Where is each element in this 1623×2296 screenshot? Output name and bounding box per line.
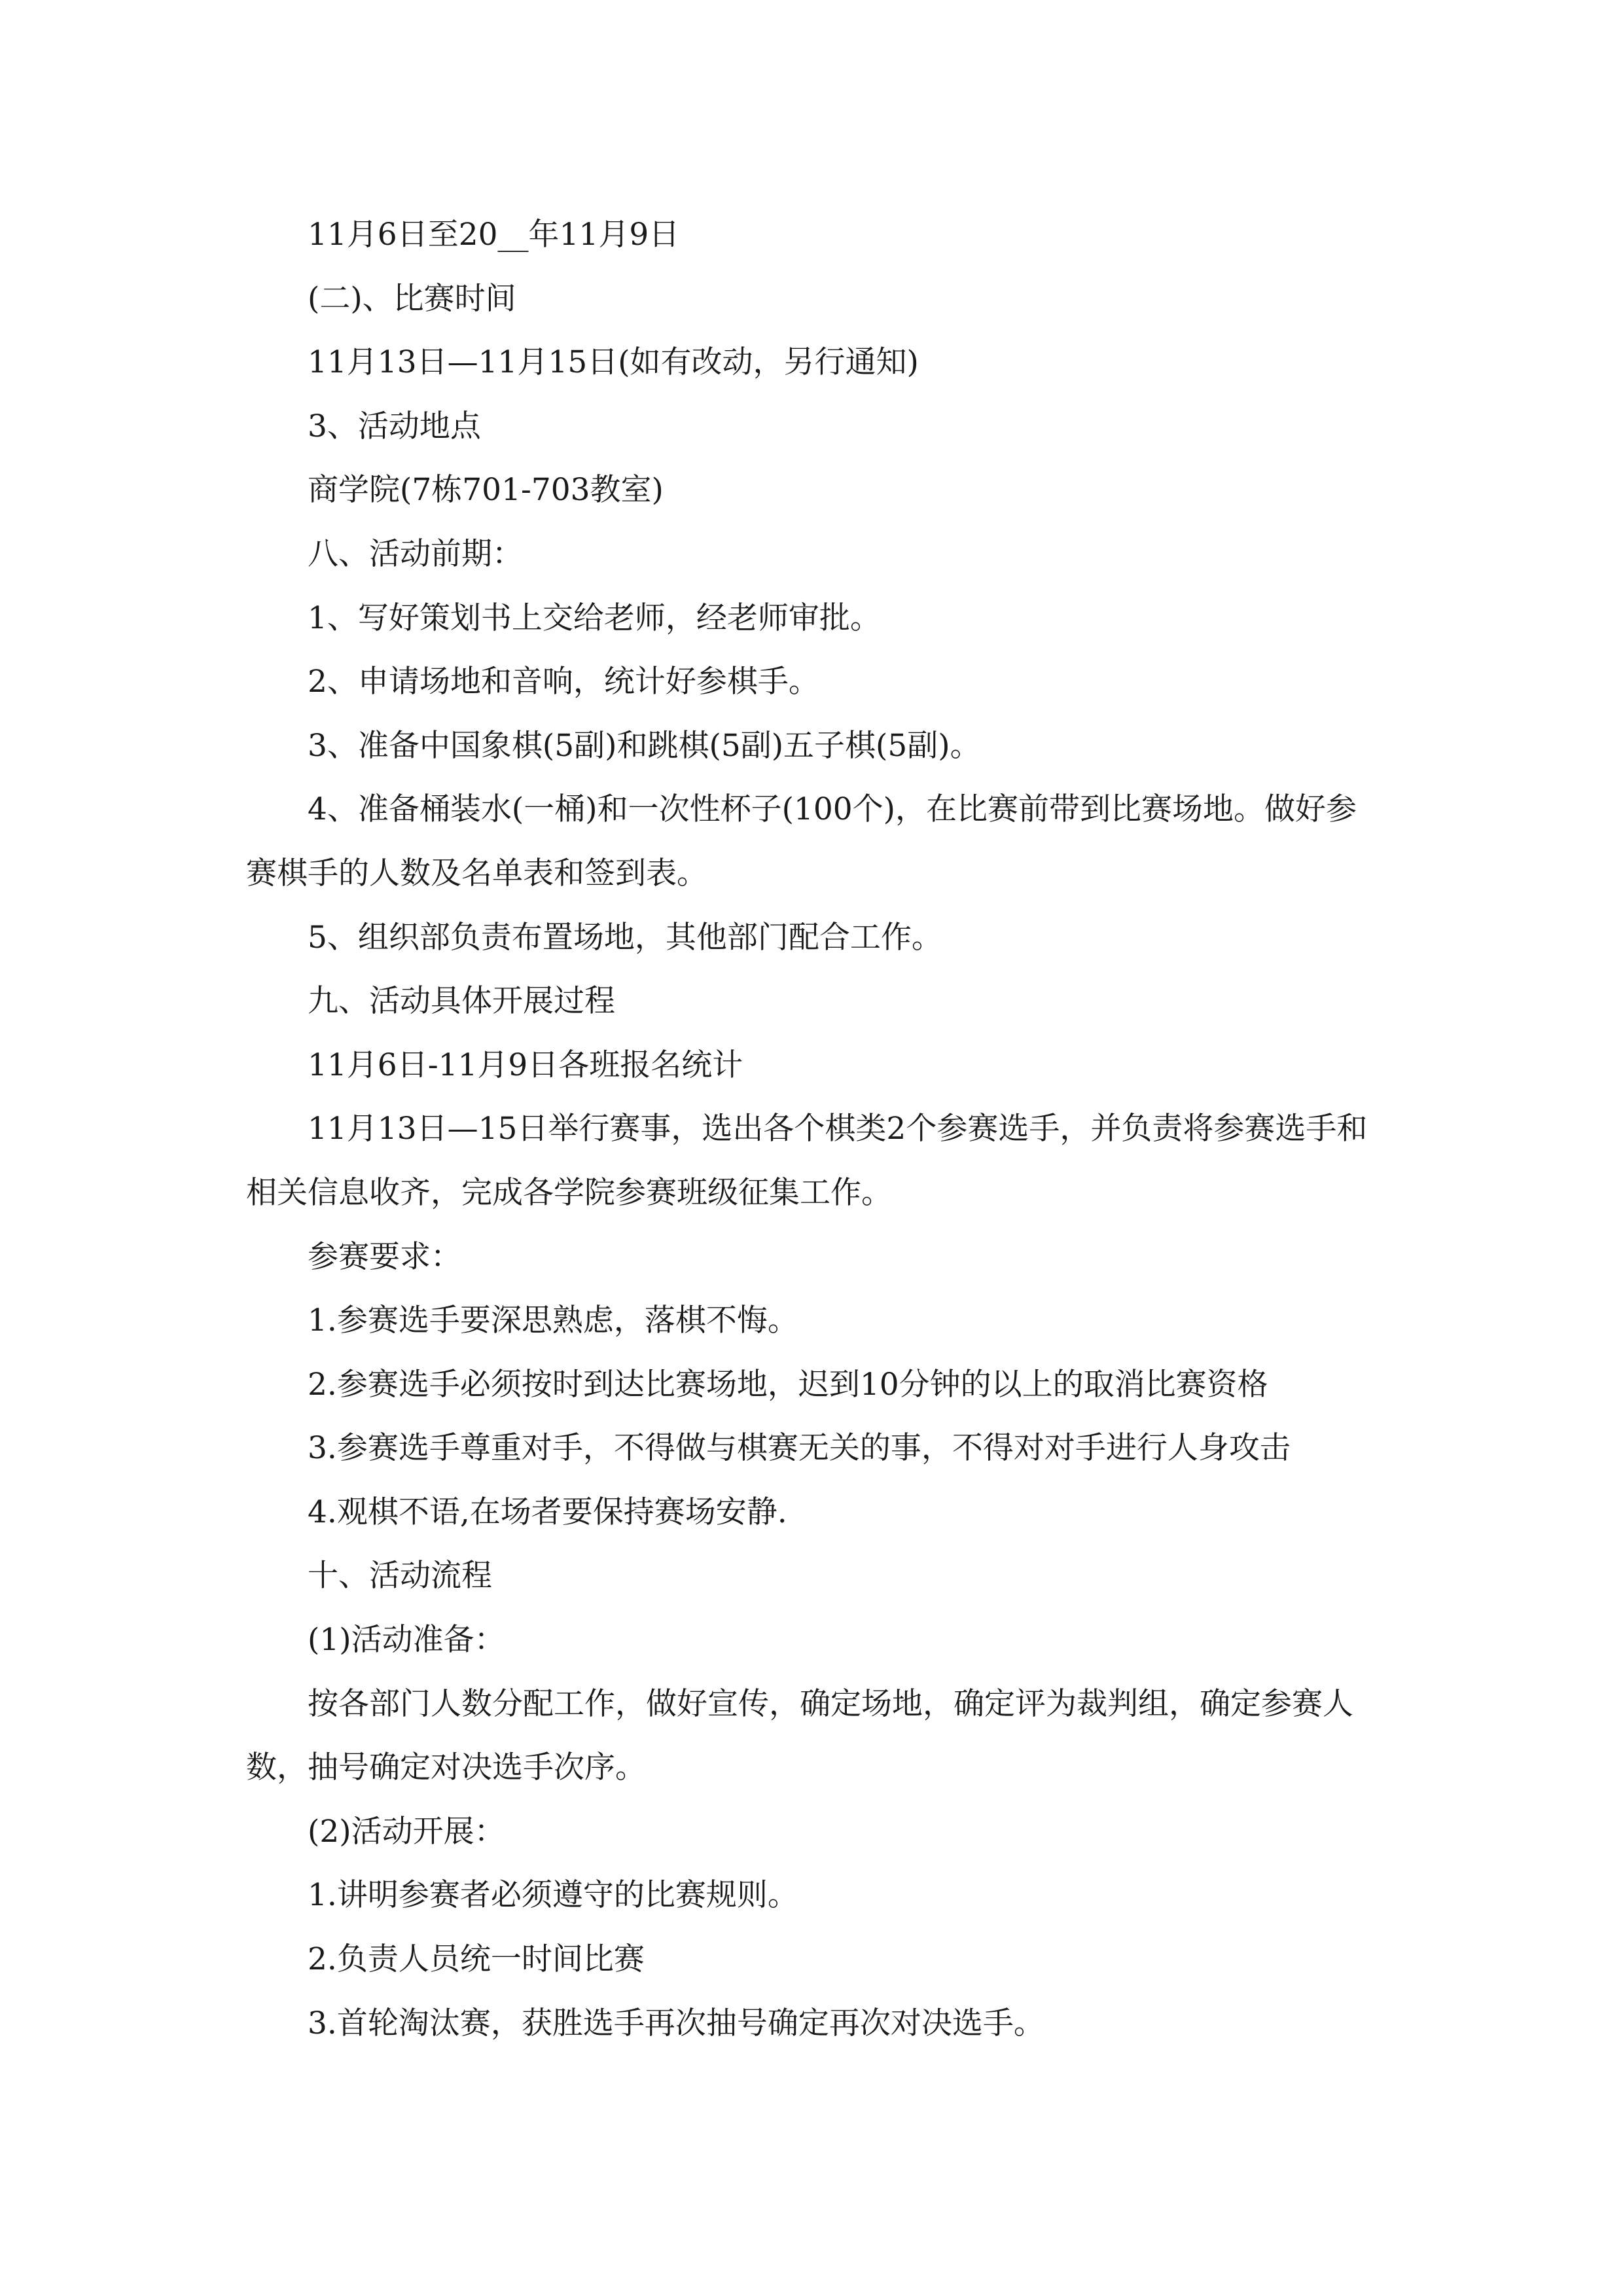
document-body [246, 203, 1378, 2055]
subheading-conduct: (2)活动开展： [308, 1813, 505, 1850]
list-item: 2、申请场地和音响，统计好参棋手。 [308, 664, 819, 700]
list-item: 4、准备桶装水(一桶)和一次性杯子(100个)，在比赛前带到比赛场地。做好参赛棋手的人数及名单表和签到表。 [246, 791, 1357, 891]
list-item: 1.讲明参赛者必须遵守的比赛规则。 [308, 1877, 798, 1914]
paragraph-prep: 按各部门人数分配工作，做好宣传，确定场地，确定评为裁判组，确定参赛人数，抽号确定对决选手次序。 [246, 1685, 1353, 1786]
heading-preparation: 八、活动前期： [308, 535, 523, 572]
paragraph-venue: 商学院(7栋701-703教室) [308, 472, 664, 509]
list-item: 2.负责人员统一时间比赛 [308, 1941, 645, 1978]
heading-flow: 十、活动流程 [308, 1558, 492, 1594]
heading-requirements: 参赛要求： [308, 1238, 461, 1275]
list-item: 3、准备中国象棋(5副)和跳棋(5副)五子棋(5副)。 [308, 727, 981, 764]
subheading-prep: (1)活动准备： [308, 1622, 505, 1659]
list-item: 3.首轮淘汰赛，获胜选手再次抽号确定再次对决选手。 [308, 2005, 1044, 2041]
list-item: 3.参赛选手尊重对手，不得做与棋赛无关的事，不得对对手进行人身攻击 [308, 1430, 1291, 1467]
heading-venue: 3、活动地点 [308, 408, 481, 444]
list-item: 2.参赛选手必须按时到达比赛场地，迟到10分钟的以上的取消比赛资格 [308, 1366, 1268, 1403]
heading-process: 九、活动具体开展过程 [308, 983, 615, 1020]
paragraph-match-dates: 11月13日—11月15日(如有改动，另行通知) [308, 344, 919, 381]
list-item: 4.观棋不语,在场者要保持赛场安静. [308, 1494, 787, 1530]
list-item: 1.参赛选手要深思熟虑，落棋不悔。 [308, 1302, 798, 1339]
heading-match-time: (二)、比赛时间 [308, 280, 516, 317]
paragraph-signup: 11月6日-11月9日各班报名统计 [308, 1047, 743, 1083]
list-item: 1、写好策划书上交给老师，经老师审批。 [308, 600, 881, 636]
list-item: 5、组织部负责布置场地，其他部门配合工作。 [308, 919, 942, 956]
paragraph-registration-dates: 11月6日至20__年11月9日 [308, 217, 680, 253]
paragraph-event: 11月13日—15日举行赛事，选出各个棋类2个参赛选手，并负责将参赛选手和相关信息收齐，完成各学院参赛班级征集工作。 [246, 1111, 1368, 1211]
